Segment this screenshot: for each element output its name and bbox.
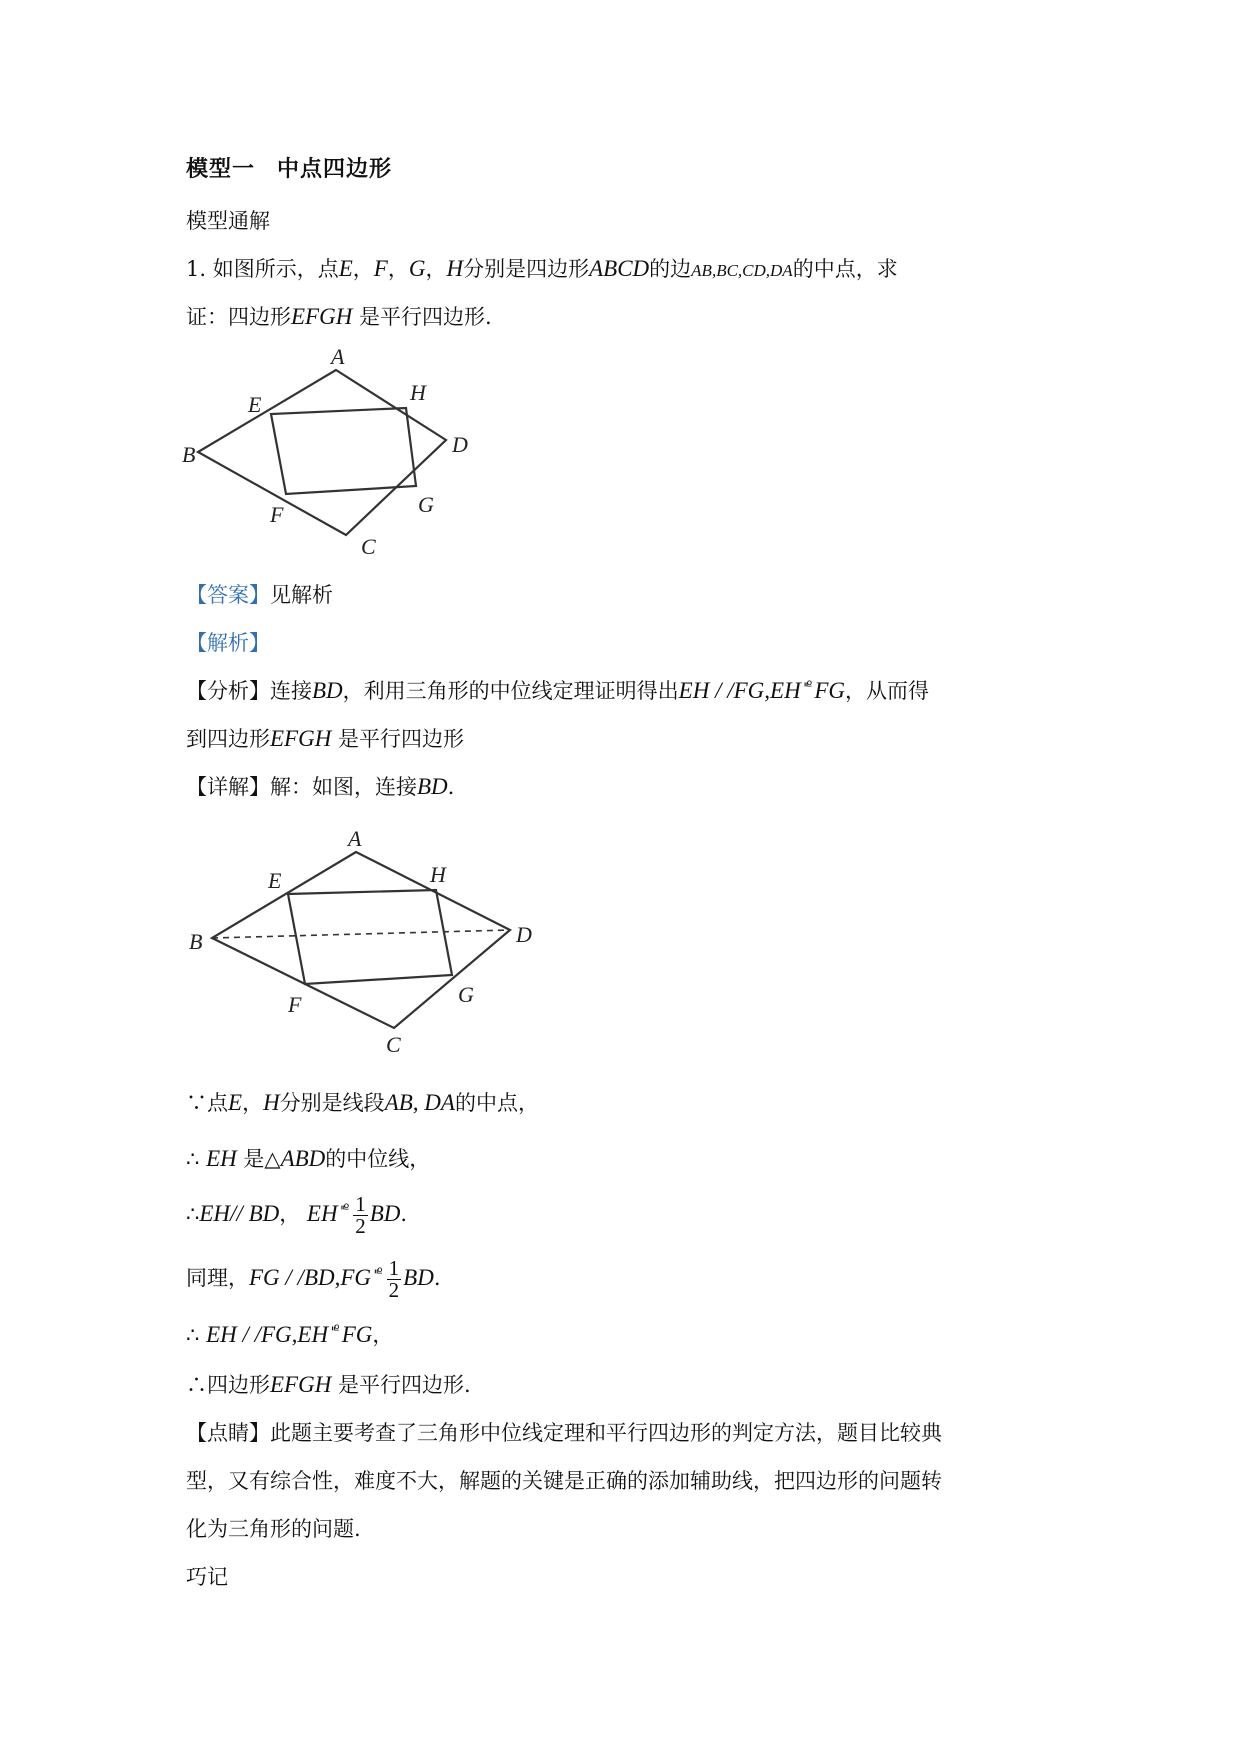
xiangjie-line — [186, 772, 454, 802]
analysis-tag: 【解析】 — [186, 631, 270, 655]
triangle-abd: ABD — [280, 1146, 326, 1171]
subheading: 模型通解 — [186, 209, 270, 233]
step-5 — [186, 1320, 393, 1353]
label-e: E — [268, 868, 282, 893]
fenxi-text: 连接 — [270, 679, 312, 703]
seg-fg: FG — [341, 1322, 373, 1347]
therefore-symbol: ∴ — [186, 1147, 200, 1171]
label-f: F — [270, 502, 284, 527]
quad-efgh: EFGH — [291, 304, 353, 329]
fraction-denominator: 2 — [388, 1278, 400, 1302]
seg-bd: BD — [417, 774, 448, 799]
step-text: 是平行四边形. — [338, 1373, 471, 1397]
sep: ， — [387, 257, 409, 281]
fraction-numerator: 1 — [388, 1256, 400, 1280]
parallel-expr: FG / /BD,FG — [249, 1265, 372, 1290]
fraction-half — [387, 1258, 402, 1301]
label-f: F — [288, 992, 302, 1017]
label-c: C — [386, 1032, 401, 1057]
problem-text: 的边 — [649, 257, 692, 281]
fraction-denominator: 2 — [355, 1214, 366, 1238]
problem-text: 分别是四边形 — [463, 257, 590, 281]
sep: ， — [372, 1323, 394, 1347]
step-text: 的中位线， — [325, 1147, 431, 1171]
step-text: ∴四边形 — [186, 1373, 270, 1397]
fenxi-text: ，从而得 — [844, 679, 929, 703]
sep: ， — [279, 1202, 301, 1226]
therefore-symbol: ∴ — [186, 1323, 200, 1347]
var-e: E — [338, 256, 353, 281]
fenxi-text: ，利用三角形的中位线定理证明得出 — [342, 679, 679, 703]
fenxi-tag: 【分析】 — [186, 679, 270, 703]
label-h: H — [430, 862, 446, 887]
label-a: A — [348, 826, 362, 851]
seg-bd: BD — [403, 1265, 434, 1290]
var-e: E — [228, 1090, 243, 1115]
dianjing-line-2: 型，又有综合性，难度不大，解题的关键是正确的添加辅助线，把四边形的问题转 — [186, 1469, 942, 1493]
seg-fg: FG — [814, 678, 845, 703]
fraction-numerator: 1 — [355, 1192, 366, 1216]
label-g: G — [458, 982, 474, 1007]
label-d: D — [452, 432, 468, 457]
problem-line-1 — [186, 254, 898, 286]
period: . — [400, 1202, 408, 1226]
label-d: D — [516, 922, 532, 947]
quad-efgh: EFGH — [270, 726, 332, 751]
step-text: 是△ — [243, 1147, 281, 1171]
problem-text: 如图所示，点 — [212, 257, 339, 281]
sep: ， — [242, 1091, 264, 1115]
xiangjie-text: 解：如图，连接 — [270, 775, 417, 799]
because-text: ∵点 — [186, 1091, 228, 1115]
var-h: H — [446, 256, 464, 281]
problem-line-2 — [186, 302, 492, 332]
label-a: A — [331, 344, 345, 369]
step-text: 的中点， — [454, 1091, 539, 1115]
quad-abcd-outline — [198, 370, 446, 535]
step-2 — [186, 1144, 430, 1174]
fraction-half — [353, 1194, 368, 1237]
var-g: G — [408, 256, 426, 281]
seg-eh: EH — [206, 1146, 237, 1171]
seg-eh: EH — [306, 1201, 338, 1226]
seg-bd: BD — [312, 678, 343, 703]
label-e: E — [248, 392, 262, 417]
step-text: 分别是线段 — [279, 1091, 385, 1115]
problem-text: 证：四边形 — [186, 305, 291, 329]
parallel-expr: EH / /FG,EH — [206, 1322, 329, 1347]
answer-text: 见解析 — [270, 583, 333, 607]
seg-bd: BD — [369, 1201, 401, 1226]
problem-number: 1. — [186, 257, 207, 281]
sep: ， — [352, 257, 374, 281]
therefore-symbol: ∴ — [186, 1202, 200, 1226]
step-3 — [186, 1194, 407, 1237]
period: . — [447, 775, 455, 799]
step-1 — [186, 1088, 539, 1118]
problem-text: 的中点，求 — [792, 257, 898, 281]
garbled-equal-symbol: ײº — [340, 1201, 349, 1215]
fenxi-line-2 — [186, 724, 464, 754]
section-title — [186, 155, 392, 185]
xiangjie-tag: 【详解】 — [186, 775, 270, 799]
answer-line — [186, 580, 333, 610]
sides-list: AB,BC,CD,DA — [691, 261, 793, 280]
problem-text: 是平行四边形. — [359, 305, 492, 329]
qiaoji-heading: 巧记 — [186, 1565, 228, 1589]
period: . — [433, 1266, 441, 1290]
label-h: H — [410, 380, 426, 405]
dianjing-line-3: 化为三角形的问题. — [186, 1517, 361, 1541]
step-6 — [186, 1370, 471, 1400]
figure-2-quadrilateral-with-diagonal — [186, 820, 546, 1060]
label-b: B — [189, 929, 203, 954]
dianjing-line-1 — [186, 1418, 942, 1448]
quad-efgh-outline — [271, 408, 416, 494]
seg-ab-da: AB, DA — [384, 1090, 455, 1115]
fenxi-text: 到四边形 — [186, 727, 270, 751]
fenxi-line-1 — [186, 676, 929, 709]
section-number-title: 模型一 — [186, 157, 256, 182]
quad-abcd: ABCD — [589, 256, 650, 281]
figure-1-quadrilateral — [182, 340, 506, 560]
section-subtitle: 中点四边形 — [277, 157, 393, 182]
fenxi-expr: EH / /FG,EH — [678, 678, 801, 703]
step-text: 同理， — [186, 1266, 249, 1290]
dianjing-tag: 【点睛】 — [186, 1421, 270, 1445]
sep: ， — [425, 257, 447, 281]
dianjing-text: 此题主要考查了三角形中位线定理和平行四边形的判定方法，题目比较典 — [270, 1421, 942, 1445]
label-c: C — [361, 534, 376, 559]
diagonal-bd-dashed — [212, 930, 510, 938]
parallel-expr: EH// BD — [199, 1201, 280, 1226]
label-g: G — [418, 492, 434, 517]
quad-efgh-outline — [288, 890, 452, 984]
garbled-equal-symbol: ײº — [803, 678, 812, 692]
label-b: B — [182, 442, 196, 467]
answer-tag: 【答案】 — [186, 583, 270, 607]
garbled-equal-symbol: ײº — [331, 1322, 339, 1336]
var-h: H — [263, 1090, 280, 1115]
garbled-equal-symbol: ײº — [374, 1265, 382, 1279]
step-4 — [186, 1258, 441, 1301]
fenxi-text: 是平行四边形 — [338, 727, 465, 751]
var-f: F — [373, 256, 388, 281]
quad-efgh: EFGH — [270, 1372, 332, 1397]
